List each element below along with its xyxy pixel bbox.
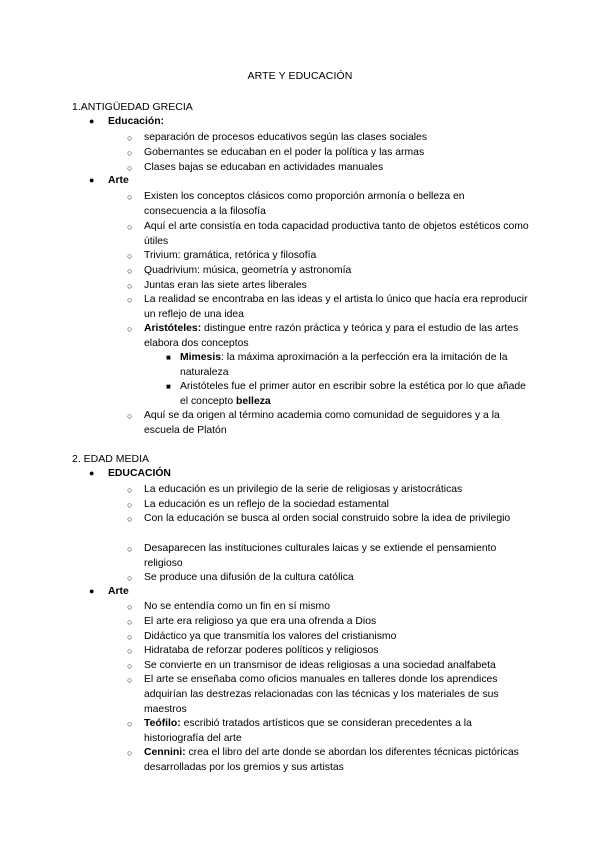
- list-item: [127, 542, 529, 572]
- list-item: [127, 630, 529, 645]
- group-label: Educación:: [108, 116, 165, 127]
- list-item-text: escribió tratados artísticos que se consideran precedentes a la historiografía del arte: [144, 718, 472, 744]
- bullet-circle-icon: ○: [127, 148, 133, 158]
- bullet-circle-icon: ○: [127, 266, 133, 276]
- section-heading-edad-media: 2. EDAD MEDIA: [72, 453, 150, 465]
- list-item-text: No se entendía como un fin en sí mismo: [144, 601, 330, 612]
- list-item-text: La educación es un reflejo de la sociedad estamental: [144, 499, 389, 510]
- list-item: [127, 571, 529, 586]
- list-item-text: Juntas eran las siete artes liberales: [144, 280, 307, 291]
- list-item-text: Aquí se da origen al término academia como comunidad de seguidores y a la escuela de Platón: [144, 410, 500, 436]
- term-belleza: belleza: [236, 395, 271, 407]
- sub-list-item-text: : la máxima aproximación a la perfección era la imitación de la naturaleza: [180, 352, 508, 378]
- list-item: [127, 512, 529, 527]
- bullet-circle-icon: ○: [127, 544, 133, 554]
- list-item: [127, 615, 529, 630]
- list-item-text: Clases bajas se educaban en actividades manuales: [144, 162, 384, 173]
- list-item: [127, 264, 529, 279]
- sub-list-item-text: Aristóteles fue el primer autor en escribir sobre la estética por lo que añade el concepto: [180, 381, 526, 407]
- list-item: [127, 146, 529, 161]
- list-item: [127, 483, 529, 498]
- list-item: [127, 161, 529, 176]
- bullet-circle-icon: ○: [127, 719, 133, 729]
- bullet-circle-icon: ○: [127, 485, 133, 495]
- list-item-text: Hidrataba de reforzar poderes políticos y religiosos: [144, 645, 379, 656]
- list-item: [127, 409, 529, 439]
- list-item: [127, 644, 529, 659]
- term-cennini: Cennini:: [144, 747, 186, 758]
- list-item-cennini: [127, 746, 529, 776]
- list-item: [127, 498, 529, 513]
- list-item-text: Trivium: gramática, retórica y filosofía: [144, 250, 317, 261]
- list-item: [127, 600, 529, 615]
- bullet-dot-icon: ●: [89, 586, 95, 596]
- list-item: [127, 673, 529, 717]
- bullet-circle-icon: ○: [127, 281, 133, 291]
- list-item-text: crea el libro del arte donde se abordan los diferentes técnicas pictóricas desarrolladas por los gremios y sus artistas: [144, 747, 519, 773]
- sub-list-item: [166, 351, 530, 381]
- term-mimesis: Mimesis: [180, 352, 222, 363]
- list-item-text: La educación es un privilegio de la serie de religiosas y aristocráticas: [144, 484, 463, 495]
- term-teofilo: Teófilo:: [144, 718, 181, 729]
- section-heading-antiguedad: 1.ANTIGÜEDAD GRECIA: [72, 101, 193, 113]
- list-item-text: Gobernantes se educaban en el poder la política y las armas: [144, 147, 425, 158]
- group-label: Arte: [108, 586, 129, 597]
- bullet-circle-icon: ○: [127, 500, 133, 510]
- list-item: [127, 131, 529, 146]
- list-item-aristoteles: [127, 322, 529, 352]
- bullet-circle-icon: ○: [127, 661, 133, 671]
- list-item-text: Existen los conceptos clásicos como proporción armonía o belleza en consecuencia a la filosofía: [144, 191, 465, 217]
- bullet-circle-icon: ○: [127, 675, 133, 685]
- bullet-circle-icon: ○: [127, 632, 133, 642]
- list-item: [127, 190, 529, 220]
- list-item-text: La realidad se encontraba en las ideas y el artista lo único que hacía era reproducir un reflejo de una idea: [144, 294, 528, 320]
- list-item-text: Quadrivium: música, geometría y astronomía: [144, 265, 352, 276]
- list-item-text: El arte se enseñaba como oficios manuales en talleres donde los aprendices adquirían las destrezas relacionadas con las técnicas y los materiales de sus maestros: [144, 674, 499, 715]
- list-item-text: Con la educación se busca al orden social construido sobre la idea de privilegio: [144, 513, 511, 524]
- list-item-teofilo: [127, 717, 529, 747]
- list-item: [127, 220, 529, 250]
- list-item-text: Desaparecen las instituciones culturales laicas y se extiende el pensamiento religioso: [144, 543, 497, 569]
- bullet-circle-icon: ○: [127, 163, 133, 173]
- bullet-circle-icon: ○: [127, 748, 133, 758]
- list-item: [127, 293, 529, 323]
- list-item-text: El arte era religioso ya que era una ofrenda a Dios: [144, 616, 377, 627]
- bullet-dot-icon: ●: [89, 468, 95, 478]
- bullet-circle-icon: ○: [127, 646, 133, 656]
- list-item-text: separación de procesos educativos según las clases sociales: [144, 132, 428, 143]
- list-item-text: Didáctico ya que transmitía los valores del cristianismo: [144, 631, 397, 642]
- list-item: [127, 659, 529, 674]
- bullet-dot-icon: ●: [89, 116, 95, 126]
- list-item-text: Aquí el arte consistía en toda capacidad productiva tanto de objetos estéticos como útiles: [144, 221, 529, 247]
- sub-list-item: [166, 380, 530, 410]
- bullet-circle-icon: ○: [127, 602, 133, 612]
- bullet-circle-icon: ○: [127, 324, 133, 334]
- group-label: EDUCACIÓN: [108, 468, 171, 479]
- list-item-text: Se convierte en un transmisor de ideas religiosas a una sociedad analfabeta: [144, 660, 496, 671]
- bullet-circle-icon: ○: [127, 133, 133, 143]
- bullet-square-icon: ■: [166, 353, 171, 362]
- bullet-circle-icon: ○: [127, 573, 133, 583]
- bullet-circle-icon: ○: [127, 617, 133, 627]
- term-aristoteles: Aristóteles:: [144, 323, 202, 334]
- bullet-circle-icon: ○: [127, 295, 133, 305]
- document-title: ARTE Y EDUCACIÓN: [247, 70, 353, 82]
- bullet-circle-icon: ○: [127, 514, 133, 524]
- bullet-square-icon: ■: [166, 382, 171, 391]
- bullet-circle-icon: ○: [127, 222, 133, 232]
- bullet-dot-icon: ●: [89, 175, 95, 185]
- list-item-text: distingue entre razón práctica y teórica y para el estudio de las artes elabora dos conceptos: [144, 323, 519, 349]
- list-item: [127, 279, 529, 294]
- list-item: [127, 249, 529, 264]
- list-item-text: Se produce una difusión de la cultura católica: [144, 572, 354, 583]
- group-label: Arte: [108, 175, 129, 186]
- bullet-circle-icon: ○: [127, 251, 133, 261]
- bullet-circle-icon: ○: [127, 411, 133, 421]
- bullet-circle-icon: ○: [127, 192, 133, 202]
